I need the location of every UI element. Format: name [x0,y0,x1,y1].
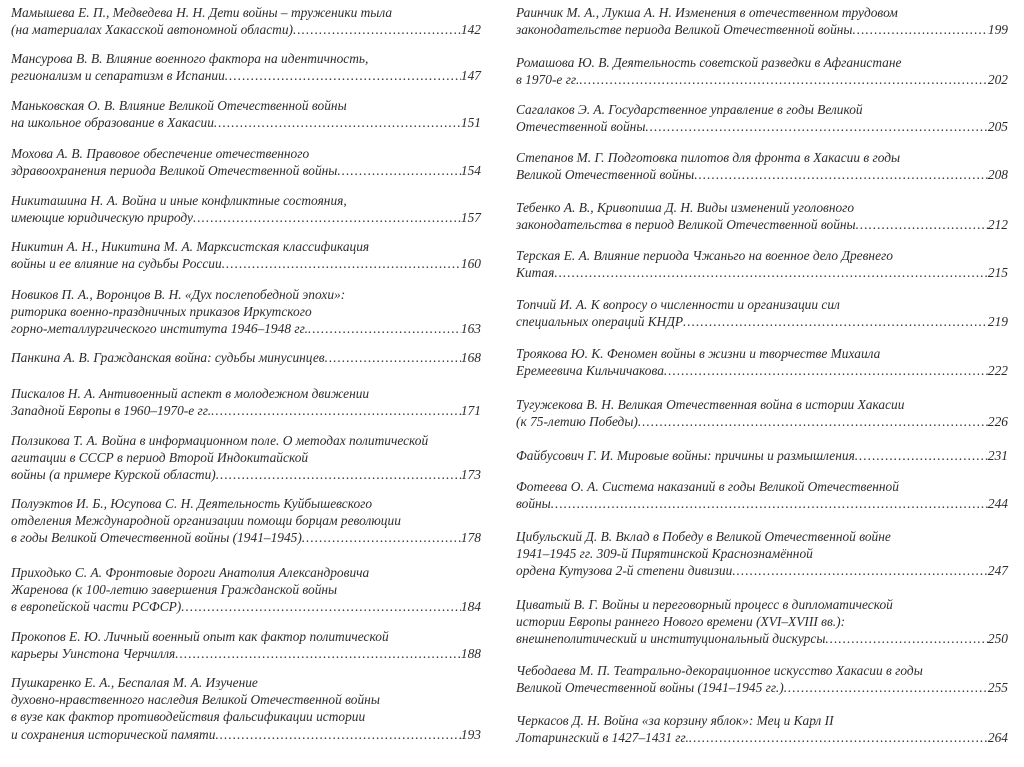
toc-entry-title-line: имеющие юридическую природу [11,210,193,226]
toc-entry-title-line: Цибульский Д. В. Вклад в Победу в Великой Отечественной войне [516,529,891,544]
toc-entry-title-line: риторика военно-праздничных приказов Иркутского [11,304,312,320]
toc-entry [516,712,1008,746]
toc-entry-title-line: войны (а примере Курской области) [11,467,216,483]
toc-entry [11,432,481,484]
toc-entry-title-line: Отечественной войны [516,119,646,135]
toc-entry [516,199,1008,233]
toc-entry-title-line: Китая [516,265,555,281]
page-number: 264 [987,730,1008,746]
toc-entry-last-line [11,320,481,337]
toc-entry [516,296,1008,330]
toc-entry-title-line: и сохранения исторической памяти [11,726,216,742]
toc-entry-title-line: Ромашова Ю. В. Деятельность советской разведки в Афганистане [516,55,902,70]
toc-entry-last-line [516,21,1008,38]
toc-entry-title-line: горно-металлургического института 1946–1948 гг. [11,321,308,337]
dot-leader [225,67,461,84]
dot-leader [175,645,461,662]
page-number: 147 [460,68,481,84]
toc-entry-title-line: внешнеполитический и институциональный дискурсы [516,631,826,647]
page-number: 226 [987,414,1008,430]
toc-entry-last-line [516,71,1008,88]
toc-entry-title-line: Новиков П. А., Воронцов В. Н. «Дух послепобедной эпохи»: [11,287,346,302]
toc-entry-title-line: в европейской части РСФСР) [11,599,182,615]
page-number: 154 [460,163,481,179]
page-number: 168 [460,350,481,365]
dot-leader [853,21,988,38]
page-number: 157 [460,210,481,226]
dot-leader [638,413,988,430]
toc-entry-title-line: Великой Отечественной войны (1941–1945 гг.) [516,680,784,696]
toc-entry-title-line: Тугужекова В. Н. Великая Отечественная война в истории Хакасии [516,397,905,412]
dot-leader [554,264,988,281]
toc-entry-last-line [516,679,1008,696]
toc-entry-title-line: Прокопов Е. Ю. Личный военный опыт как фактор политической [11,629,389,644]
toc-entry-last-line [11,67,481,84]
page-number: 173 [460,467,481,483]
toc-entry-title-line: в вузе как фактор противодействия фальсификации истории [11,709,366,725]
toc-entry-title-line: законодательства в период Великой Отечественной войны [516,217,856,233]
toc-entry [11,385,481,419]
toc-entry [516,101,1008,135]
dot-leader [325,349,461,366]
toc-entry-last-line [516,495,1008,512]
toc-entry-title-line: на школьное образование в Хакасии [11,115,214,131]
toc-entry-title-line: Полуэктов И. Б., Юсупова С. Н. Деятельность Куйбышевского [11,496,373,511]
dot-leader [579,71,988,88]
toc-entry-last-line [11,21,481,38]
toc-entry-title-line: Чебодаева М. П. Театрально-декорационное искусство Хакасии в годы [516,663,923,678]
toc-entry-title-line: Троякова Ю. К. Феномен войны в жизни и творчестве Михаила [516,346,881,361]
toc-entry-title-line: Сагалаков Э. А. Государственное управление в годы Великой [516,102,863,117]
toc-entry-title-line: Еремеевича Кильчичакова [516,363,664,379]
toc-entry-last-line [11,726,481,743]
toc-entry-title-line: Мохова А. В. Правовое обеспечение отечественного [11,146,310,161]
page-number: 219 [987,314,1008,330]
dot-leader [215,726,460,743]
toc-entry-last-line [516,313,1008,330]
toc-entry [11,564,481,616]
toc-entry-title-line: духовно-нравственного наследия Великой Отечественной войны [11,692,380,708]
toc-entry-last-line [516,362,1008,379]
page-number: 188 [460,646,481,662]
page-number: 244 [987,496,1008,512]
toc-entry-title-line: (к 75-летию Победы) [516,414,638,430]
toc-entry-last-line [11,466,481,483]
toc-entry [516,662,1008,696]
toc-entry [516,447,1008,464]
toc-entry [516,4,1008,38]
toc-entry-title-line: отделения Международной организации помощи борцам революции [11,513,401,529]
toc-entry [11,145,481,179]
toc-entry-last-line [11,209,481,226]
dot-leader [551,495,988,512]
toc-entry-title-line: 1941–1945 гг. 309-й Пирятинской Краснознамённой [516,546,813,562]
toc-entry-last-line [516,264,1008,281]
toc-entry-title-line: Никитин А. Н., Никитина М. А. Марксистская классификация [11,239,370,254]
toc-entry-last-line [516,562,1008,579]
dot-leader [181,598,461,615]
page-number: 163 [460,321,481,337]
toc-entry-last-line [11,402,481,419]
toc-entry [11,674,481,743]
dot-leader [211,402,461,419]
toc-entry-last-line [516,729,1008,746]
dot-leader [293,21,461,38]
dot-leader [825,630,988,647]
toc-entry-title-line: Топчий И. А. К вопросу о численности и организации сил [516,297,840,312]
toc-entry-last-line [516,447,1008,464]
page-number: 222 [987,363,1008,379]
toc-entry-last-line [11,598,481,615]
toc-entry-last-line [11,349,481,366]
toc-entry-title-line: Лотарингский в 1427–1431 гг. [516,730,689,746]
page-number: 255 [987,680,1008,696]
toc-entry-title-line: Циватый В. Г. Войны и переговорный процесс в дипломатической [516,597,893,612]
toc-entry-title-line: Файбусович Г. И. Мировые войны: причины и размышления [516,448,855,463]
dot-leader [855,447,988,464]
toc-entry [516,149,1008,183]
page-number: 215 [987,265,1008,281]
toc-entry [516,396,1008,430]
toc-entry-title-line: Панкина А. В. Гражданская война: судьбы минусинцев [11,350,325,365]
dot-leader [664,362,988,379]
page-number: 178 [460,530,481,546]
toc-entry-last-line [516,216,1008,233]
page-number: 250 [987,631,1008,647]
dot-leader [222,255,461,272]
toc-entry-title-line: Фотеева О. А. Система наказаний в годы Великой Отечественной [516,479,899,494]
toc-entry-title-line: Западной Европы в 1960–1970-е гг. [11,403,212,419]
dot-leader [308,320,461,337]
toc-entry-last-line [516,413,1008,430]
toc-entry-title-line: Черкасов Д. Н. Война «за корзину яблок»: Мец и Карл II [516,713,834,728]
toc-entry [516,478,1008,512]
toc-entry-title-line: ордена Кутузова 2-й степени дивизии [516,563,733,579]
dot-leader [216,466,461,483]
toc-entry [516,596,1008,648]
page-number: 142 [460,22,481,38]
dot-leader [784,679,988,696]
page-number: 171 [460,403,481,419]
page-number: 193 [460,726,481,742]
dot-leader [214,114,461,131]
toc-entry-title-line: Маньковская О. В. Влияние Великой Отечественной войны [11,98,347,113]
toc-entry-last-line [11,114,481,131]
page-number: 202 [987,72,1008,88]
toc-entry-title-line: в годы Великой Отечественной войны (1941–1945) [11,530,302,546]
toc-entry-title-line: войны [516,496,551,512]
toc-entry-title-line: законодательстве периода Великой Отечественной войны [516,22,853,38]
toc-entry-title-line: Степанов М. Г. Подготовка пилотов для фронта в Хакасии в годы [516,150,901,165]
toc-entry [11,192,481,226]
dot-leader [337,162,461,179]
page-number: 231 [987,448,1008,463]
toc-entry-last-line [516,118,1008,135]
toc-entry [11,628,481,662]
toc-entry-title-line: агитации в СССР в период Второй Индокитайской [11,450,309,466]
toc-entry [11,50,481,84]
toc-entry [516,54,1008,88]
toc-entry-title-line: Мансурова В. В. Влияние военного фактора на идентичность, [11,51,369,66]
toc-entry-last-line [11,645,481,662]
toc-entry [11,349,481,366]
toc-entry-title-line: регионализм и сепаратизм в Испании [11,68,225,84]
toc-entry-title-line: Мамышева Е. П., Медведева Н. Н. Дети войны – труженики тыла [11,5,393,20]
page-number: 199 [987,22,1008,38]
dot-leader [645,118,988,135]
toc-entry-title-line: здравоохранения периода Великой Отечественной войны [11,163,338,179]
toc-entry-title-line: в 1970-е гг. [516,72,580,88]
page-number: 160 [460,256,481,272]
toc-entry-last-line [11,162,481,179]
page-number: 212 [987,217,1008,233]
toc-entry [11,97,481,131]
dot-leader [689,729,988,746]
toc-entry-title-line: (на материалах Хакасской автономной области) [11,22,293,38]
toc-entry-title-line: Тебенко А. В., Кривопиша Д. Н. Виды изменений уголовного [516,200,855,215]
toc-entry-title-line: Пушкаренко Е. А., Беспалая М. А. Изучение [11,675,258,690]
toc-entry [516,528,1008,580]
toc-entry-title-line: Раинчик М. А., Лукша А. Н. Изменения в отечественном трудовом [516,5,898,20]
toc-entry [11,4,481,38]
toc-entry-last-line [516,166,1008,183]
toc-entry-title-line: Ползикова Т. А. Война в информационном поле. О методах политической [11,433,429,448]
toc-entry-title-line: карьеры Уинстона Черчилля [11,646,176,662]
page-number: 247 [987,563,1008,579]
dot-leader [694,166,988,183]
toc-entry-title-line: Пискалов Н. А. Антивоенный аспект в молодежном движении [11,386,370,401]
dot-leader [732,562,988,579]
toc-entry-last-line [516,630,1008,647]
toc-entry-title-line: войны и ее влияние на судьбы России [11,256,222,272]
toc-entry-title-line: Приходько С. А. Фронтовые дороги Анатолия Александровича [11,565,370,580]
dot-leader [193,209,461,226]
dot-leader [683,313,988,330]
toc-entry-title-line: специальных операций КНДР [516,314,684,330]
page-number: 151 [460,115,481,131]
toc-entry-title-line: Жаренова (к 100-летию завершения Гражданской войны [11,582,338,598]
toc-entry [516,345,1008,379]
toc-entry [516,247,1008,281]
dot-leader [856,216,988,233]
page-number: 205 [987,119,1008,135]
toc-entry-title-line: Великой Отечественной войны [516,167,695,183]
toc-entry [11,238,481,272]
dot-leader [302,529,461,546]
toc-entry-last-line [11,255,481,272]
page-number: 184 [460,599,481,615]
toc-entry [11,286,481,338]
toc-entry [11,495,481,547]
page-number: 208 [987,167,1008,183]
toc-entry-title-line: истории Европы раннего Нового времени (XVI–XVIII вв.): [516,614,846,630]
toc-entry-title-line: Терская Е. А. Влияние периода Чжаньго на военное дело Древнего [516,248,893,263]
toc-entry-last-line [11,529,481,546]
toc-entry-title-line: Никиташина Н. А. Война и иные конфликтные состояния, [11,193,347,208]
